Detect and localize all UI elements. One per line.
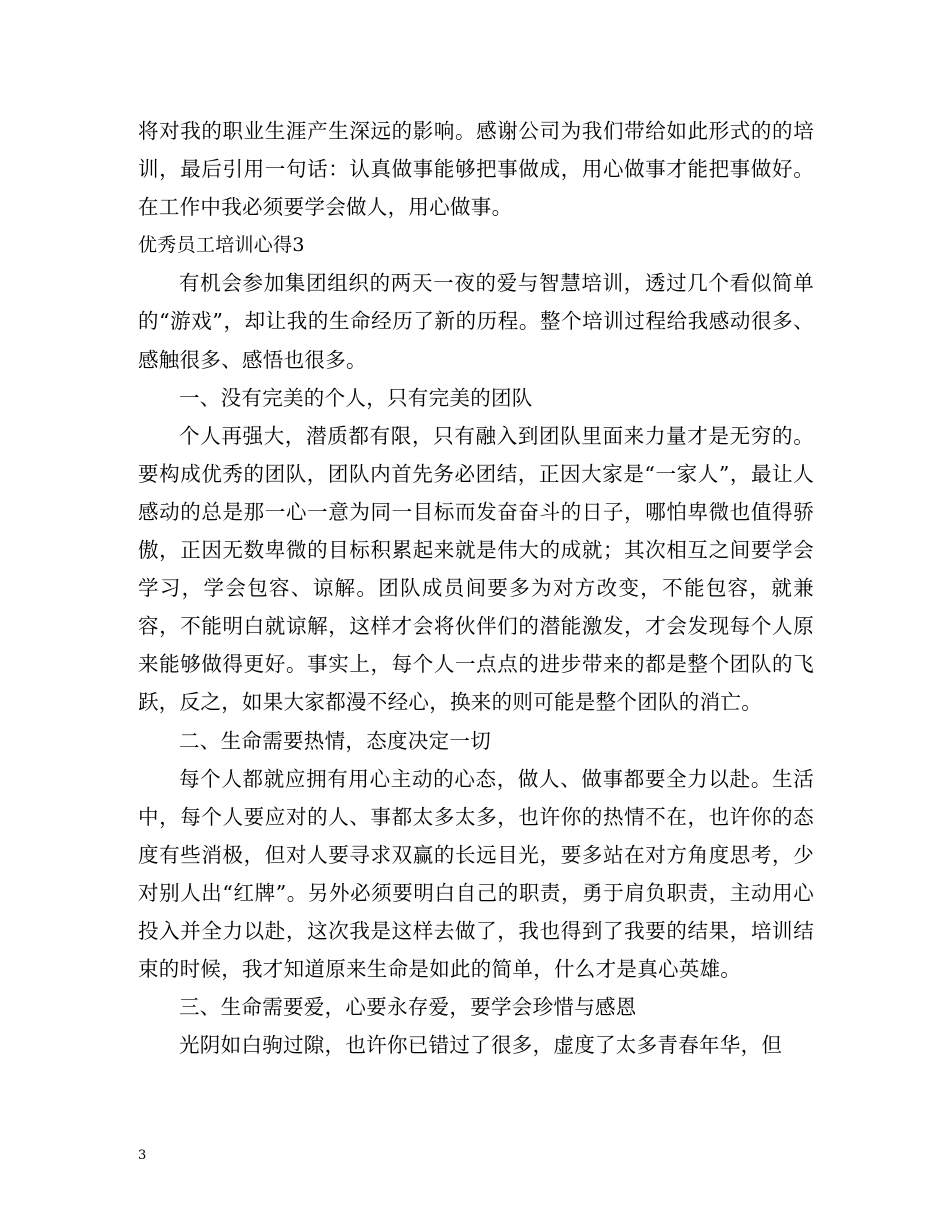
page-number: 3 [138, 1148, 147, 1163]
paragraph-love: 光阴如白驹过隙，也许你已错过了很多，虚度了太多青春年华，但 [179, 1033, 783, 1058]
document-body [138, 112, 814, 1064]
paragraph-attitude: 每个人都就应拥有用心主动的心态，做人、做事都要全力以赴。生活中，每个人要应对的人、事都太多太多，也许你的热情不在，也许你的态度有些消极，但对人要寻求双赢的长远目光，要多站在对方角度思考，少对别人出“红牌”。另外必须要明白自己的职责，勇于肩负职责，主动用心投入并全力以赴，这次我是这样去做了，我也得到了我要的结果，培训结束的时候，我才知道原来生命是如此的简单，什么才是真心英雄。 [138, 766, 814, 982]
subheading-three: 三、生命需要爱，心要永存爱，要学会珍惜与感恩 [179, 995, 637, 1020]
subheading-one: 一、没有完美的个人，只有完美的团队 [179, 385, 533, 410]
paragraph-continuation: 将对我的职业生涯产生深远的影响。感谢公司为我们带给如此形式的的培训，最后引用一句话：认真做事能够把事做成，用心做事才能把事做好。在工作中我必须要学会做人，用心做事。 [138, 119, 814, 220]
paragraph-team: 个人再强大，潜质都有限，只有融入到团队里面来力量才是无穷的。要构成优秀的团队，团队内首先务必团结，正因大家是“一家人”，最让人感动的总是那一心一意为同一目标而发奋奋斗的日子，哪怕卑微也值得骄傲，正因无数卑微的目标积累起来就是伟大的成就；其次相互之间要学会学习，学会包容、谅解。团队成员间要多为对方改变，不能包容，就兼容，不能明白就谅解，这样才会将伙伴们的潜能激发，才会发现每个人原来能够做得更好。事实上，每个人一点点的进步带来的都是整个团队的飞跃，反之，如果大家都漫不经心，换来的则可能是整个团队的消亡。 [138, 423, 814, 715]
paragraph-intro: 有机会参加集团组织的两天一夜的爱与智慧培训，透过几个看似简单的“游戏”，却让我的生命经历了新的历程。整个培训过程给我感动很多、感触很多、感悟也很多。 [138, 271, 814, 372]
section-heading: 优秀员工培训心得3 [138, 234, 305, 257]
subheading-two: 二、生命需要热情，态度决定一切 [179, 728, 491, 753]
